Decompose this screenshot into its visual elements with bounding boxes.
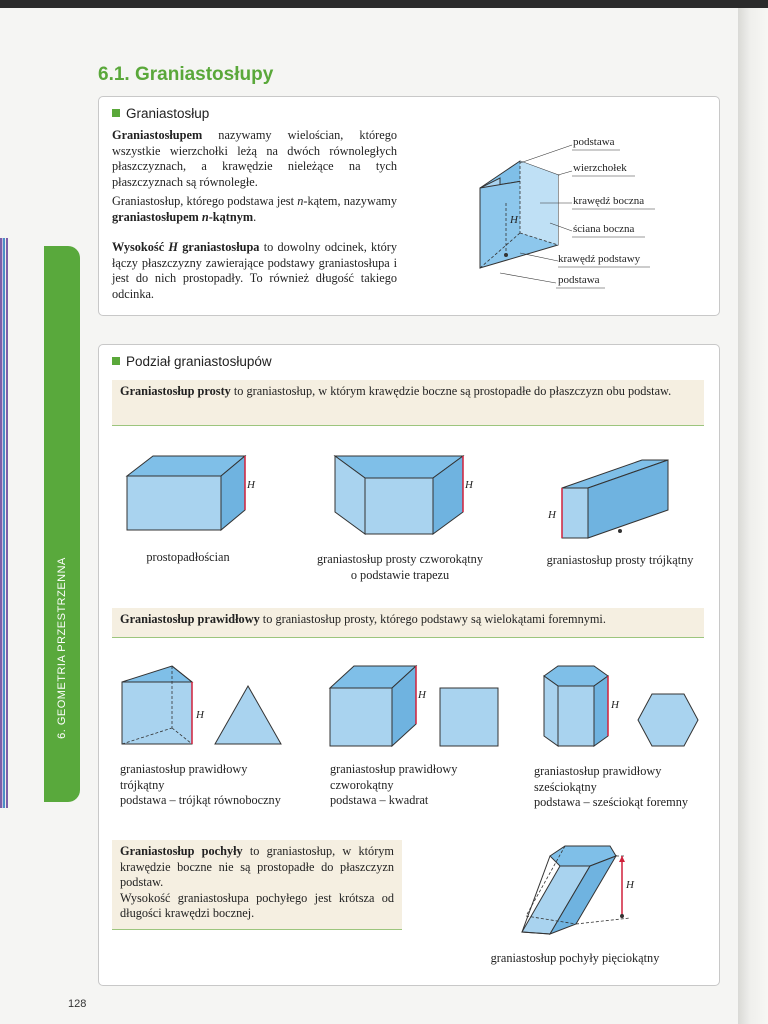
regular-hexagonal-prism-figure <box>542 664 712 749</box>
prism-definition-text: Graniastosłupem nazywamy wielościan, którego wszystkie wierzchołki leżą na dwóch równoległych płaszczyznach, a krawędzie nieleżące na tych płaszczyznach są równoległe. <box>112 128 397 189</box>
n-gonal-prism-text: Graniastosłup, którego podstawa jest n-kątem, nazywamy graniastosłupem n-kątnym. <box>112 194 398 224</box>
green-square-icon <box>112 357 120 365</box>
label-wierzcholek: wierzchołek <box>573 162 627 174</box>
prism-height-text: Wysokość H graniastosłupa to dowolny odcinek, który łączy płaszczyzny zawierające podstawy graniastosłupa i jest do nich prostopadły. To również długość takiego odcinka. <box>112 240 397 301</box>
caption-regular-hexagonal: graniastosłup prawidłowy sześciokątny podstawa – sześciokąt foremny <box>534 764 689 809</box>
svg-text:H: H <box>247 479 255 491</box>
svg-text:H: H <box>611 699 619 711</box>
green-square-icon <box>112 109 120 117</box>
next-page-edge <box>738 8 768 1024</box>
definition-oblique-prism: Graniastosłup pochyły to graniastosłup, w którym krawędzie boczne nie są prostopadłe do płaszczyzn podstaw. Wysokość graniastosłupa pochyłego jest krótsza od długości krawędzi bocznej. <box>112 840 402 930</box>
svg-text:H: H <box>548 509 556 521</box>
caption-triangular-prism: graniastosłup prosty trójkątny <box>546 553 694 567</box>
oblique-pentagonal-prism-figure <box>520 844 660 944</box>
caption-cuboid: prostopadłościan <box>146 550 230 564</box>
box-heading-prism: Graniastosłup <box>112 106 209 121</box>
label-krawedz-boczna: krawędź boczna <box>573 195 645 207</box>
label-krawedz-podstawy: krawędź podstawy <box>558 253 641 265</box>
box-heading-classification: Podział graniastosłupów <box>112 354 272 369</box>
caption-regular-quadrilateral: graniastosłup prawidłowy czworokątny podstawa – kwadrat <box>330 762 458 807</box>
label-podstawa-top: podstawa <box>573 136 615 148</box>
chapter-side-tab-label: 6. GEOMETRIA PRZESTRZENNA <box>56 557 68 739</box>
svg-text:H: H <box>626 879 634 891</box>
definition-right-prism: Graniastosłup prosty to graniastosłup, w którym krawędzie boczne są prostopadłe do płaszczyzn obu podstaw. <box>112 380 704 426</box>
page-edge-stripes <box>0 238 8 808</box>
triangular-prism-figure <box>548 458 680 543</box>
svg-text:H: H <box>510 214 518 226</box>
caption-oblique-prism: graniastosłup pochyły pięciokątny <box>490 951 660 965</box>
regular-quadrilateral-prism-figure <box>328 664 508 749</box>
definition-regular-prism: Graniastosłup prawidłowy to graniastosłup prosty, którego podstawy są wielokątami foremnymi. <box>112 608 704 638</box>
svg-text:H: H <box>196 709 204 721</box>
page-number: 128 <box>68 998 87 1010</box>
regular-triangular-prism-figure <box>120 664 300 749</box>
svg-text:H: H <box>418 689 426 701</box>
label-sciana-boczna: ściana boczna <box>573 223 635 235</box>
svg-text:H: H <box>465 479 473 491</box>
trapezoid-prism-figure <box>333 454 483 539</box>
caption-regular-triangular: graniastosłup prawidłowy trójkątny podstawa – trójkąt równoboczny <box>120 762 281 807</box>
label-podstawa-bottom: podstawa <box>558 274 600 286</box>
labeled-prism-diagram <box>470 133 710 293</box>
textbook-page <box>0 8 768 1024</box>
cuboid-figure <box>125 454 265 534</box>
section-title: 6.1. Graniastosłupy <box>98 64 274 85</box>
caption-trapezoid-prism: graniastosłup prosty czworokątny o podstawie trapezu <box>317 552 483 582</box>
